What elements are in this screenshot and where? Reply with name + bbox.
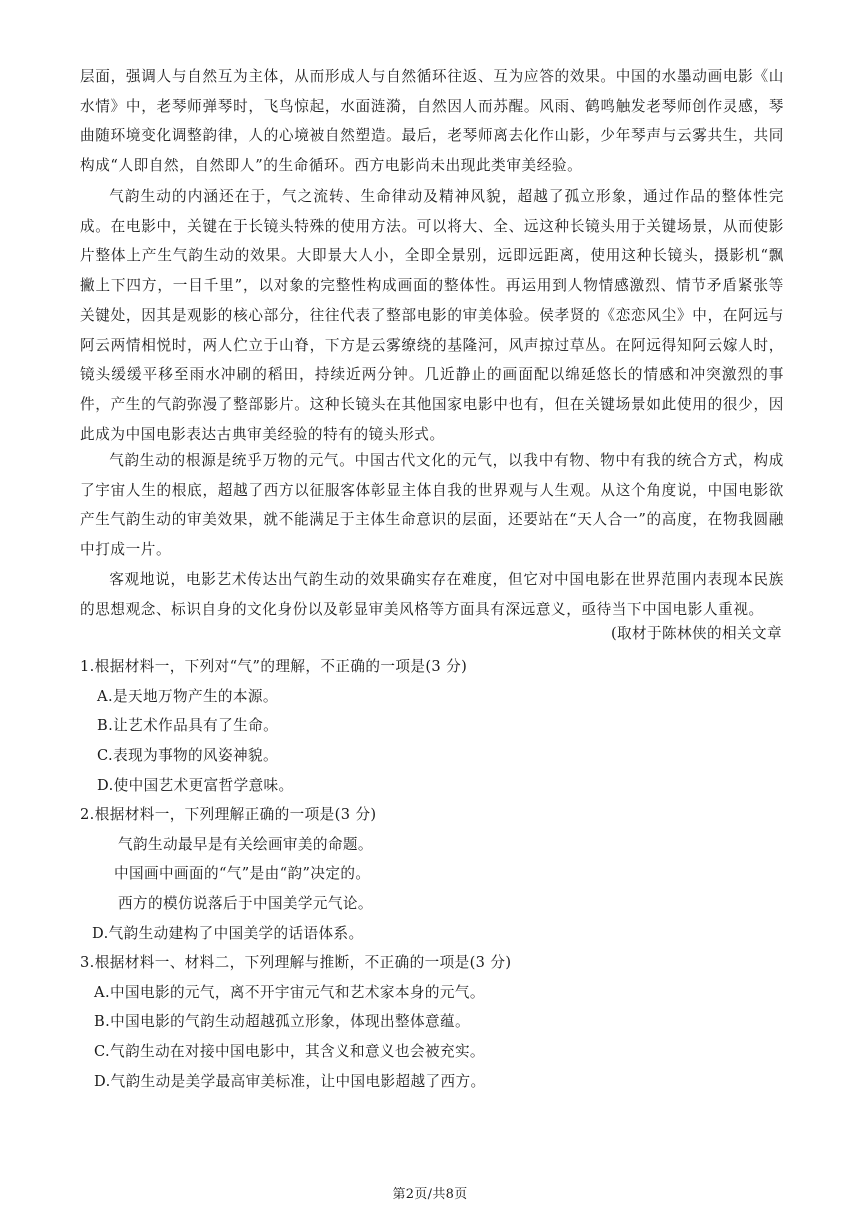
question-2-option-a: 气韵生动最早是有关绘画审美的命题。 — [118, 836, 373, 853]
question-3-option-c: C.气韵生动在对接中国电影中，其含义和意义也会被充实。 — [94, 1043, 485, 1060]
page-number-footer: 第2页/共8页 — [392, 1187, 468, 1202]
question-1-option-c: C.表现为事物的风姿神貌。 — [97, 747, 279, 764]
question-1-option-b: B.让艺术作品具有了生命。 — [97, 717, 279, 734]
question-2-option-c: 西方的模仿说落后于中国美学元气论。 — [118, 895, 373, 912]
question-1-option-d: D.使中国艺术更富哲学意味。 — [97, 777, 294, 794]
question-2-option-d: D.气韵生动建构了中国美学的话语体系。 — [92, 925, 364, 942]
passage-paragraph-3: 气韵生动的根源是统乎万物的元气。中国古代文化的元气，以我中有物、物中有我的统合方式，构成了宇宙人生的根底，超越了西方以征服客体彰显主体自我的世界观与人生观。从这个角度说，中国电影欲产生气韵生动的审美效果，就不能满足于主体生命意识的层面，还要站在“天人合一”的高度，在物我圆融中打成一片。 — [80, 452, 784, 559]
question-2-stem: 2.根据材料一，下列理解正确的一项是(3 分) — [80, 806, 377, 823]
question-3-option-d: D.气韵生动是美学最高审美标准，让中国电影超越了西方。 — [94, 1073, 486, 1090]
question-2-option-b: 中国画中画面的“气”是由“韵”决定的。 — [114, 865, 371, 882]
source-citation: (取材于陈林侠的相关文章 — [610, 625, 782, 642]
question-1-option-a: A.是天地万物产生的本源。 — [97, 688, 278, 705]
question-3-stem: 3.根据材料一、材料二，下列理解与推断，不正确的一项是(3 分) — [80, 954, 512, 971]
question-1-stem: 1.根据材料一，下列对“气”的理解，不正确的一项是(3 分) — [80, 658, 468, 675]
passage-paragraph-4: 客观地说，电影艺术传达出气韵生动的效果确实存在难度，但它对中国电影在世界范围内表现本民族的思想观念、标识自身的文化身份以及彰显审美风格等方面具有深远意义，亟待当下中国电影人重视。 — [80, 571, 784, 618]
passage-paragraph-1: 层面，强调人与自然互为主体，从而形成人与自然循环往返、互为应答的效果。中国的水墨动画电影《山水情》中，老琴师弹琴时，飞鸟惊起，水面涟漪，自然因人而苏醒。风雨、鹤鸣触发老琴师创作灵感，琴曲随环境变化调整韵律，人的心境被自然塑造。最后，老琴师离去化作山影，少年琴声与云雾共生，共同构成“人即自然，自然即人”的生命循环。西方电影尚未出现此类审美经验。 — [80, 68, 784, 175]
question-3-option-b: B.中国电影的气韵生动超越孤立形象，体现出整体意蕴。 — [94, 1013, 471, 1030]
passage-paragraph-2: 气韵生动的内涵还在于，气之流转、生命律动及精神风貌，超越了孤立形象，通过作品的整体性完成。在电影中，关键在于长镜头特殊的使用方法。可以将大、全、远这种长镜头用于关键场景，从而使影片整体上产生气韵生动的效果。大即景大人小，全即全景别，远即远距离，使用这种长镜头，摄影机“飘撇上下四方，一目千里”，以对象的完整性构成画面的整体性。再运用到人物情感激烈、情节矛盾紧张等关键处，因其是观影的核心部分，往往代表了整部电影的审美体验。侯孝贤的《恋恋风尘》中，在阿远与阿云两情相悦时，两人伫立于山脊，下方是云雾缭绕的基隆河，风声掠过草丛。在阿远得知阿云嫁人时，镜头缓缓平移至雨水冲刷的稻田，持续近两分钟。几近静止的画面配以绵延悠长的情感和冲突激烈的事件，产生的气韵弥漫了整部影片。这种长镜头在其他国家电影中也有，但在关键场景如此使用的很少，因此成为中国电影表达古典审美经验的特有的镜头形式。 — [80, 188, 784, 443]
question-3-option-a: A.中国电影的元气，离不开宇宙元气和艺术家本身的元气。 — [94, 984, 485, 1001]
